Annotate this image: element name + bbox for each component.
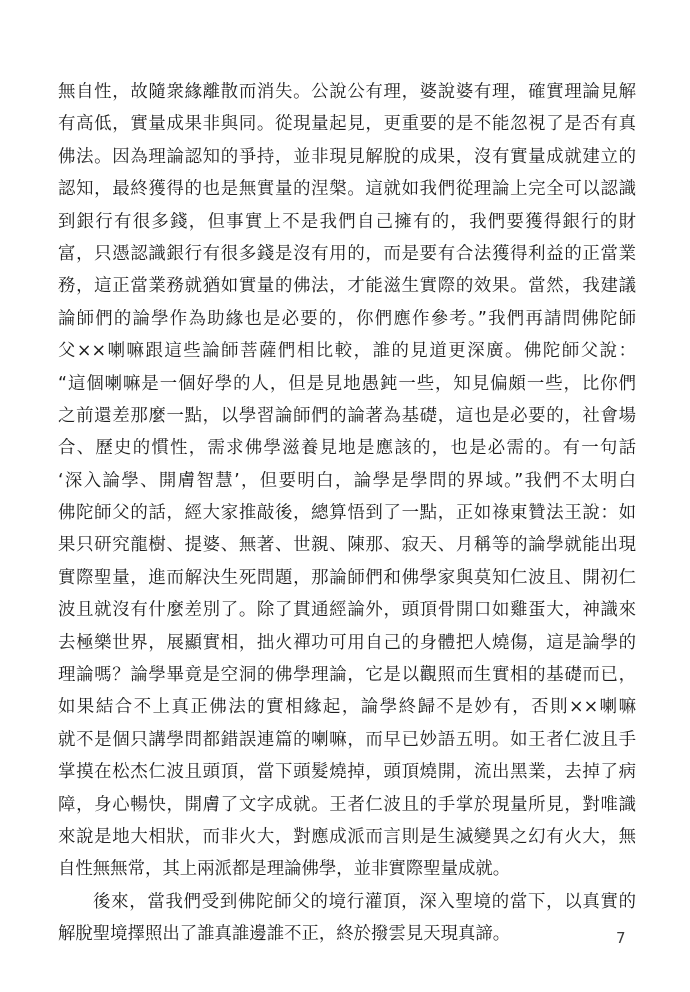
text-line: 到銀行有很多錢，但事實上不是我們自己擁有的，我們要獲得銀行的財 [58,211,636,232]
text-line: 富，只憑認識銀行有很多錢是沒有用的，而是要有合法獲得利益的正當業 [58,243,636,264]
text-line: 父××喇嘛跟這些論師菩薩們相比較，誰的見道更深廣。佛陀師父說： [58,341,636,362]
text-line: 無自性，故隨衆緣離散而消失。公說公有理，婆說婆有理，確實理論見解 [58,82,636,102]
text-line: 就不是個只講學問都錯誤連篇的喇嘛，而早已妙語五明。如王者仁波且手 [58,729,636,750]
text-line: 實際聖量，進而解決生死問題，那論師們和佛學家與莫知仁波且、開初仁 [58,567,636,588]
text-line: 掌摸在松杰仁波且頭頂，當下頭髮燒掉，頭頂燒開，流出黑業，去掉了病 [58,762,636,783]
text-line: ‘深入論學、開膚智慧’，但要明白，論學是學問的界域。”我們不太明白 [58,470,636,491]
text-line: 有高低，實量成果非與同。從現量起見，更重要的是不能忽視了是否有真 [58,114,636,135]
text-line: 如果結合不上真正佛法的實相緣起，論學終歸不是妙有，否則××喇嘛 [58,697,636,718]
text-line: 去極樂世界，展顯實相，拙火禪功可用自己的身體把人燒傷，這是論學的 [58,632,636,653]
text-line: 之前還差那麼一點，以學習論師們的論著為基礎，這也是必要的，社會場 [58,405,636,426]
text-line: 障，身心暢快，開膚了文字成就。王者仁波且的手掌於現量所見，對唯識 [58,794,636,815]
text-line: 佛法。因為理論認知的爭持，並非現見解脫的成果，沒有實量成就建立的 [58,146,636,167]
body-text [58,76,636,951]
text-line: 解脫聖境擇照出了誰真誰邊誰不正，終於撥雲見天現真諦。 [58,924,511,945]
text-line: 合、歷史的慣性，需求佛學滋養見地是應該的，也是必需的。有一句話 [58,438,636,459]
text-line: 認知，最終獲得的也是無實量的涅槃。這就如我們從理論上完全可以認識 [58,179,636,200]
text-line: 自性無無常，其上兩派都是理論佛學，並非實際聖量成就。 [58,859,511,880]
text-line: 務，這正當業務就猶如實量的佛法，才能滋生實際的效果。當然，我建議 [58,276,636,297]
paragraph-2 [58,886,636,951]
text-line: “這個喇嘛是一個好學的人，但是見地愚鈍一些，知見偏頗一些，比你們 [58,373,636,394]
text-line: 果只研究龍樹、提婆、無著、世親、陳那、寂天、月稱等的論學就能出現 [58,535,636,556]
text-line: 佛陀師父的話，經大家推敲後，總算悟到了一點，正如祿東贊法王說：如 [58,503,636,524]
text-line: 波且就沒有什麼差別了。除了貫通經論外，頭頂骨開口如雞蛋大，神識來 [58,600,636,621]
text-line: 論師們的論學作為助緣也是必要的，你們應作參考。”我們再請問佛陀師 [58,308,636,329]
paragraph-1 [58,76,636,886]
page-number: 7 [616,929,626,947]
text-line: 理論嗎？論學畢竟是空洞的佛學理論，它是以觀照而生實相的基礎而已， [58,665,636,686]
text-line: 來說是地大相狀，而非火大，對應成派而言則是生滅變異之幻有火大，無 [58,826,636,847]
text-line: 後來，當我們受到佛陀師父的境行灌頂，深入聖境的當下，以真實的 [93,891,636,912]
